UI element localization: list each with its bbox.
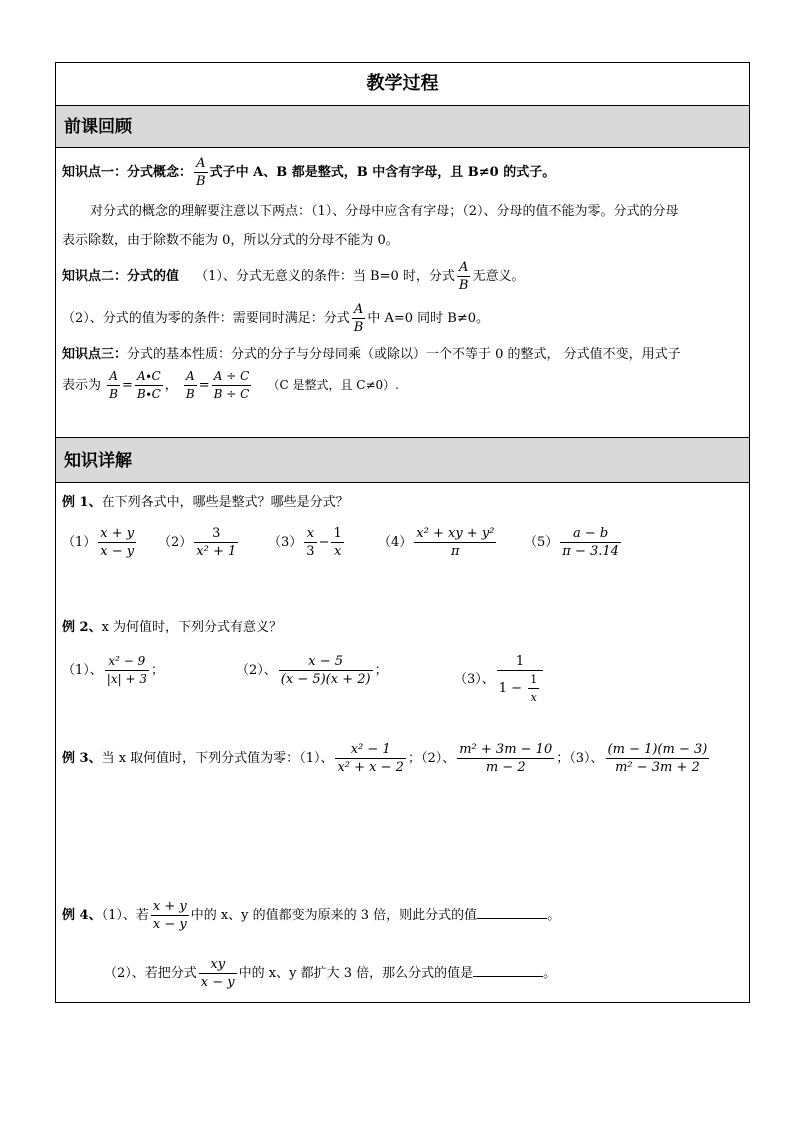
kp2-text-1: （1）、分式无意义的条件：当 B=0 时，分式: [195, 269, 455, 284]
section-heading-review: 前课回顾: [56, 106, 749, 148]
fraction: $\frac{xy}{x - y}$: [200, 957, 235, 990]
fraction: $\frac{\text{x² + xy + y²}}{\pi}$: [416, 526, 495, 559]
kp2-text-2: （2）、分式的值为零的条件：需要同时满足：分式: [62, 311, 350, 326]
kp1-label: 知识点一：分式概念：: [62, 165, 193, 180]
kp2-label: 知识点二：分式的值: [62, 269, 180, 284]
ex4-text-1a: （1）、若: [101, 908, 149, 923]
fraction: 1 1 − $\frac{1}{x}$: [497, 653, 543, 706]
formula-multiply: $\frac{A}{B}$: [109, 369, 118, 401]
ex1-item-label: （3）: [268, 535, 303, 550]
kp3-label: 知识点三：: [62, 347, 128, 362]
ex4-line-1: 例 4、（1）、若 $\frac{x + y}{x - y}$ 中的 x、y 的值都变为原来的 3 倍，则此分式的值 。: [62, 899, 561, 932]
answer-blank[interactable]: [477, 906, 547, 919]
ex2-item-label: （3）、: [454, 672, 495, 687]
kp2-text-1-end: 无意义。: [472, 269, 525, 284]
ex1-text: 在下列各式中，哪些是整式？哪些是分式？: [101, 495, 349, 510]
ex1-item-label: （4）: [378, 535, 413, 550]
ex1-item-3: （3） $\frac{x}{3}$ − $\frac{1}{x}$: [268, 526, 342, 559]
kp1-paragraph-1: 对分式的概念的理解要注意以下两点：（1）、分母中应含有字母；（2）、分母的值不能为零。分式的分母: [90, 204, 679, 219]
ex2-item-1: （1）、 $\frac{\text{x² − 9}}{|x| + 3}$ ；: [62, 654, 164, 686]
ex3-label: 例 3、: [62, 751, 102, 766]
kp3-express: 表示为: [62, 378, 102, 393]
ex2-line: [62, 616, 282, 635]
kp3-line-2: 表示为 $\frac{A}{B}$ = $\frac{A\cdot C}{B\cdot C}$ ， $\frac{A}{B}$ = $\frac{A \div C}{B \div C}$ （C 是整式，且 C≠0）.: [62, 369, 399, 401]
fraction: $\frac{3}{\text{x² + 1}}$: [196, 526, 237, 559]
ex4-line-2: （2）、若把分式 $\frac{xy}{x - y}$ 中的 x、y 都扩大 3 倍，那么分式的值是 。: [104, 957, 557, 990]
fraction: $\frac{\text{x² − 9}}{|x| + 3}$: [106, 654, 147, 686]
kp2-line-2: [62, 301, 489, 336]
fraction: $\frac{(m - 1)(m - 3)}{\text{m² − 3m + 2}}$: [607, 742, 708, 775]
ex4-text-2a: （2）、若把分式: [104, 966, 197, 981]
ex1-item-5: [524, 525, 623, 560]
ex4-text-1b: 中的 x、y 的值都变为原来的 3 倍，则此分式的值: [190, 908, 478, 923]
ex1-label: 例 1、: [62, 495, 102, 510]
ex4-text-2b: 中的 x、y 都扩大 3 倍，那么分式的值是: [238, 966, 474, 981]
fraction: $\frac{\text{m² + 3m − 10}}{m - 2}$: [459, 742, 553, 775]
kp3-line-1: [62, 343, 681, 362]
ex3-item-label: （3）、: [569, 751, 604, 766]
kp1-text: 式子中 A、B 都是整式，B 中含有字母，且 B≠0 的式子。: [209, 165, 556, 180]
kp3-note: （C 是整式，且 C≠0）.: [267, 378, 399, 392]
fraction-a-over-b: $\frac{A}{B}$: [196, 156, 206, 189]
kp1-line: [62, 155, 555, 190]
ex1-item-label: （1）: [62, 535, 97, 550]
fraction-a-over-b: $\frac{A}{B}$: [353, 302, 364, 335]
fraction: $\frac{x - 5}{(x - 5)(x + 2)}$: [280, 654, 371, 687]
ex1-line: [62, 491, 349, 510]
ex3-text: 当 x 取何值时，下列分式值为零：: [101, 751, 300, 766]
ex2-item-label: （1）、: [62, 663, 103, 678]
fraction: $\frac{1}{x}$: [333, 526, 342, 559]
ex1-item-2: [158, 525, 240, 560]
kp1-paragraph-2: 表示除数，由于除数不能为 0，所以分式的分母不能为 0。: [62, 233, 399, 248]
kp2-line-1: [62, 259, 525, 294]
worksheet-table: [55, 62, 750, 1003]
section-heading-detail: 知识详解: [56, 437, 749, 483]
formula-divide-rhs: $\frac{A \div C}{B \div C}$: [213, 369, 250, 401]
ex1-item-label: （2）: [158, 535, 193, 550]
kp2-text-2-end: 中 A=0 同时 B≠0。: [367, 311, 490, 326]
formula-divide: $\frac{A}{B}$: [185, 369, 195, 401]
ex2-label: 例 2、: [62, 620, 102, 635]
page-title: 教学过程: [56, 63, 749, 106]
ex2-item-3: [454, 653, 545, 706]
ex3-line: 例 3、当 x 取何值时，下列分式值为零：（1）、 $\frac{\text{x² − 1}}{\text{x² + x − 2}}$ ；（2）、 $\frac{\text{m² + 3m − 10}}{m - 2}$ ；（3）、 $\frac{(m - 1)(m - 3)}{\text{m² − 3m + 2}}$: [62, 742, 708, 775]
ex2-item-2: （2）、 $\frac{x - 5}{(x - 5)(x + 2)}$ ；: [236, 654, 388, 687]
answer-blank[interactable]: [473, 964, 543, 977]
fraction: $\frac{a - b}{\pi - 3.14}$: [562, 526, 619, 559]
ex1-item-1: [62, 525, 138, 560]
ex2-item-label: （2）、: [236, 663, 277, 678]
ex2-text: x 为何值时，下列分式有意义？: [101, 620, 283, 635]
ex3-item-label: （1）、: [299, 751, 334, 766]
fraction: $\frac{x + y}{x - y}$: [152, 899, 187, 932]
fraction: $\frac{\text{x² − 1}}{\text{x² + x − 2}}$: [337, 742, 404, 775]
ex1-item-label: （5）: [524, 535, 559, 550]
ex4-label: 例 4、: [62, 908, 102, 923]
ex3-item-label: （2）、: [420, 751, 456, 766]
kp3-text: 分式的基本性质：分式的分子与分母同乘（或除以）一个不等于 0 的整式， 分式值不变，用式子: [127, 347, 681, 362]
fraction: $\frac{x + y}{x - y}$: [100, 526, 135, 559]
fraction: $\frac{x}{3}$: [306, 526, 315, 559]
formula-multiply-rhs: $\frac{A\cdot C}{B\cdot C}$: [136, 369, 161, 401]
ex1-item-4: [378, 525, 498, 560]
fraction-a-over-b: $\frac{A}{B}$: [458, 260, 469, 293]
